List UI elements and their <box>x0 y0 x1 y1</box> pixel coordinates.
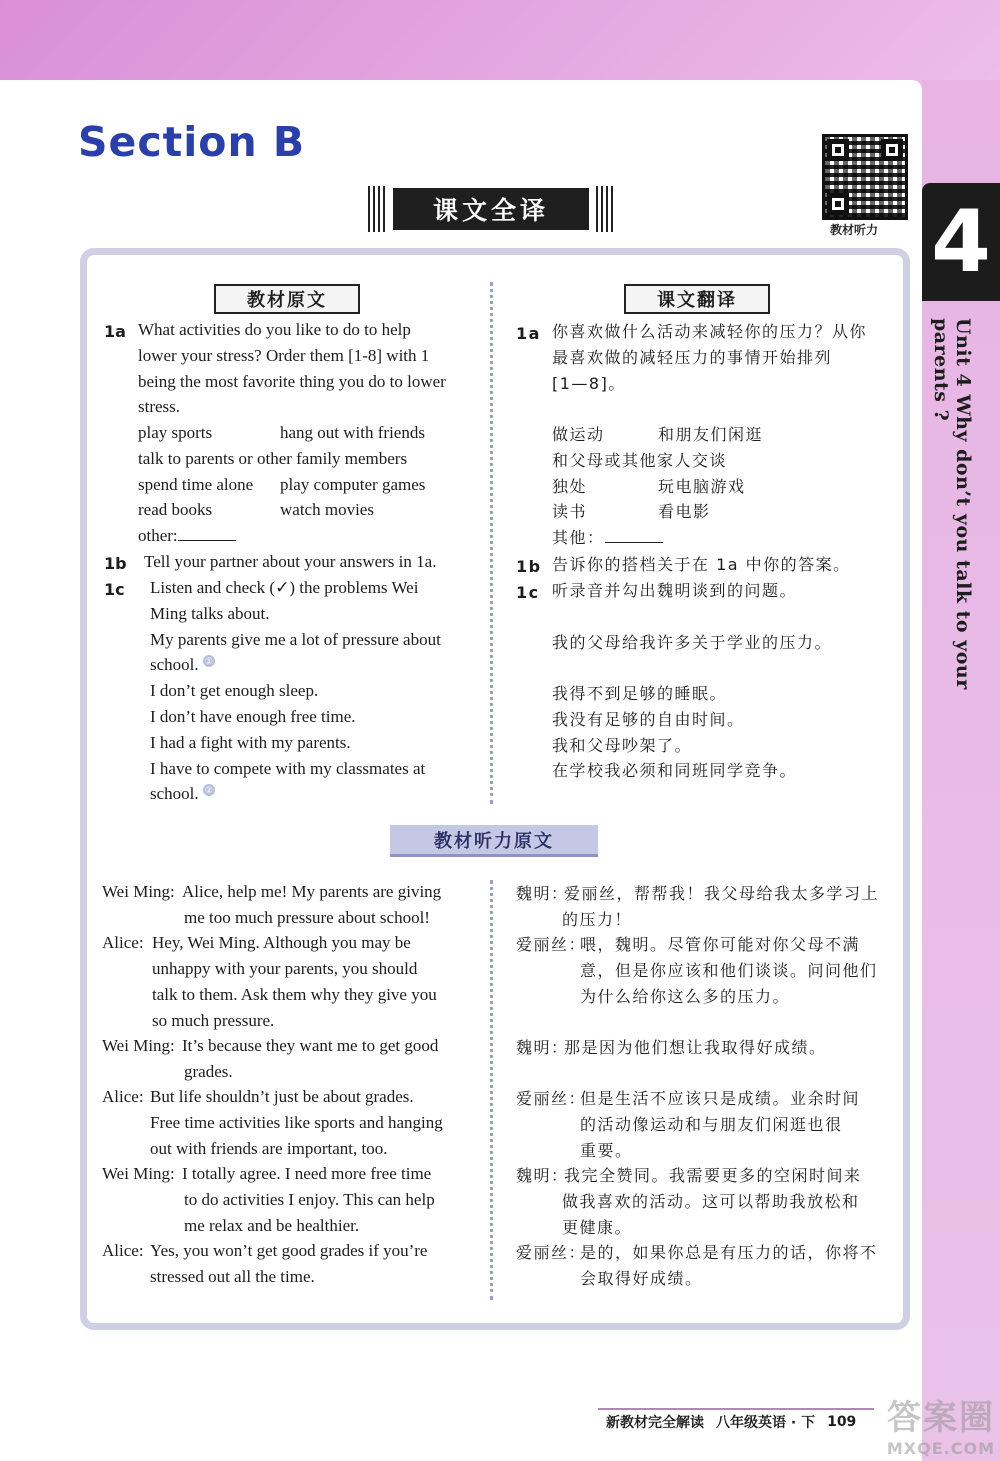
text-line: me relax and be healthier. <box>184 1216 360 1235</box>
text-line: Yes, you won’t get good grades if you’re <box>150 1241 428 1260</box>
question-1a <box>138 317 474 420</box>
answer-blank <box>178 525 236 541</box>
item-number: 1b <box>104 554 127 573</box>
text-line: 会取得好成绩。 <box>580 1269 703 1288</box>
speaker-name: 魏明： <box>516 1038 569 1057</box>
speaker-name: 爱丽丝： <box>516 1243 587 1262</box>
text-line: Ming talks about. <box>150 603 270 623</box>
text-line: 我得不到足够的睡眠。 <box>552 684 728 703</box>
answer-blank <box>605 527 663 543</box>
text-line: 为什么给你这么多的压力。 <box>580 987 791 1006</box>
option-item: talk to parents or other family members <box>138 448 408 468</box>
qr-code-icon[interactable] <box>822 134 908 220</box>
text-line: 你喜欢做什么活动来减轻你的压力？从你 <box>552 322 868 341</box>
book-title: 新教材完全解读 <box>606 1415 704 1431</box>
original-text-tag: 教材原文 <box>214 284 360 314</box>
option-item: 其他： <box>552 528 605 548</box>
text-line: Free time activities like sports and hanging <box>150 1113 443 1132</box>
option-item: 看电影 <box>658 502 711 522</box>
listening-script-tag: 教材听力原文 <box>390 825 598 857</box>
text-line: 我没有足够的自由时间。 <box>552 709 745 729</box>
banner-bars-left <box>368 186 386 232</box>
text-line: stress. <box>138 397 181 417</box>
page-number: 109 <box>827 1414 857 1430</box>
text-line: 重要。 <box>580 1141 633 1160</box>
text-line: me too much pressure about school! <box>184 908 430 927</box>
note-marker: ① <box>204 655 213 666</box>
text-line: out with friends are important, too. <box>150 1139 388 1158</box>
text-line: 更健康。 <box>562 1218 633 1237</box>
speaker-name: 爱丽丝： <box>516 1089 587 1108</box>
speaker-name: Wei Ming: <box>102 882 175 901</box>
text-line: 那是因为他们想让我取得好成绩。 <box>564 1038 827 1057</box>
translation-problem: 我的父母给我许多关于学业的压力。 <box>552 633 833 652</box>
qr-label: 教材听力 <box>830 223 879 237</box>
qr-finder <box>881 139 903 161</box>
text-line: Listen and check (✓) the problems Wei <box>150 578 419 597</box>
translation-1a <box>552 319 882 396</box>
text-line: school. <box>150 784 199 804</box>
watermark <box>820 1390 995 1460</box>
column-divider-top <box>490 282 493 804</box>
speaker-name: Wei Ming: <box>102 1036 175 1055</box>
text-line: 我完全赞同。我需要更多的空闲时间来 <box>564 1166 862 1185</box>
option-item: play computer games <box>280 474 426 494</box>
problem-item <box>150 652 476 678</box>
item-number: 1a <box>516 324 541 343</box>
text-line: Alice, help me! My parents are giving <box>182 882 442 901</box>
watermark-logo: 答案圈 <box>887 1398 995 1438</box>
item-number: 1c <box>516 583 540 602</box>
text-line: talk to them. Ask them why they give you <box>152 985 437 1004</box>
text-line: grades. <box>184 1062 233 1081</box>
options-list <box>138 420 478 549</box>
text-line: I totally agree. I need more free time <box>182 1164 432 1183</box>
translation-options <box>552 422 872 551</box>
option-item: 做运动 <box>552 425 605 444</box>
text-line: What activities do you like to do to help <box>138 320 411 339</box>
text-line: 是的，如果你总是有压力的话，你将不 <box>580 1243 878 1262</box>
text-line: unhappy with your parents, you should <box>152 959 418 978</box>
text-line: to do activities I enjoy. This can help <box>184 1190 435 1209</box>
watermark-url: MXQE.COM <box>886 1439 995 1458</box>
section-title: Section B <box>78 118 306 166</box>
qr-finder <box>827 193 849 215</box>
grade-subject: 八年级英语 · 下 <box>716 1415 816 1431</box>
unit-tab: 4 <box>922 183 1000 301</box>
translation-1c: 听录音并勾出魏明谈到的问题。 <box>552 581 798 600</box>
text-line: But life shouldn’t just be about grades. <box>150 1087 414 1106</box>
question-1b: Tell your partner about your answers in 1a. <box>144 552 437 571</box>
text-line: 的活动像运动和与朋友们闲逛也很 <box>580 1115 843 1134</box>
speaker-name: Wei Ming: <box>102 1164 175 1183</box>
speaker-name: Alice: <box>102 933 144 952</box>
speaker-name: 魏明： <box>516 1166 569 1185</box>
option-item: 读书 <box>552 502 588 522</box>
option-item: 玩电脑游戏 <box>658 476 746 496</box>
unit-title-vertical: Unit 4 Why don’t you talk to your parents ? <box>930 318 974 690</box>
option-item: hang out with friends <box>280 423 425 442</box>
option-item: play sports <box>138 423 213 442</box>
text-line: 的压力！ <box>562 910 633 929</box>
banner-bars-right <box>596 186 614 232</box>
problem-item: I don’t have enough free time. <box>150 706 356 726</box>
option-item: 独处 <box>552 476 588 496</box>
speaker-name: 魏明： <box>516 884 569 903</box>
text-line: 爱丽丝，帮帮我！我父母给我太多学习上 <box>564 884 880 903</box>
text-line: so much pressure. <box>152 1011 275 1030</box>
text-line: Hey, Wei Ming. Although you may be <box>152 933 411 952</box>
option-other <box>138 523 478 549</box>
note-marker: ② <box>204 784 213 795</box>
item-number: 1b <box>516 557 542 576</box>
question-1c <box>150 575 476 807</box>
speaker-name: 爱丽丝： <box>516 935 587 954</box>
text-line: 最喜欢做的减轻压力的事情开始排列 <box>552 347 833 367</box>
text-line: lower your stress? Order them [1-8] with 1 <box>138 345 430 365</box>
text-line: 喂，魏明。尽管你可能对你父母不满 <box>580 935 861 954</box>
speaker-name: Alice: <box>102 1087 144 1106</box>
text-line: 意，但是你应该和他们谈谈。问问他们 <box>580 961 878 980</box>
problem-item: I don’t get enough sleep. <box>150 681 319 701</box>
text-line: 但是生活不应该只是成绩。业余时间 <box>580 1089 861 1108</box>
translation-1b: 告诉你的搭档关于在 1a 中你的答案。 <box>552 555 851 574</box>
banner <box>368 186 614 232</box>
text-line: being the most favorite thing you do to lower <box>138 371 446 391</box>
option-item: read books <box>138 500 213 520</box>
translation-problem <box>552 681 882 784</box>
speaker-name: Alice: <box>102 1241 144 1260</box>
problem-item: I had a fight with my parents. <box>150 732 351 752</box>
qr-finder <box>827 139 849 161</box>
item-number: 1c <box>104 580 125 599</box>
option-item: 和父母或其他家人交谈 <box>552 450 728 470</box>
option-item: 和朋友们闲逛 <box>658 425 764 444</box>
option-item: watch movies <box>280 500 374 520</box>
option-item: spend time alone <box>138 474 254 494</box>
problem-item: I have to compete with my classmates at <box>150 758 426 778</box>
text-line: stressed out all the time. <box>150 1267 315 1286</box>
text-line: 在学校我必须和同班同学竞争。 <box>552 761 798 781</box>
problem-item: My parents give me a lot of pressure about <box>150 629 441 649</box>
translation-tag: 课文翻译 <box>624 284 770 314</box>
problem-item <box>150 781 476 807</box>
option-item: other: <box>138 526 178 546</box>
text-line: school. <box>150 655 199 675</box>
item-number: 1a <box>104 322 126 341</box>
text-line: 做我喜欢的活动。这可以帮助我放松和 <box>562 1192 860 1211</box>
text-line: 我和父母吵架了。 <box>552 735 693 755</box>
text-line: [1—8]。 <box>552 373 626 393</box>
banner-title: 课文全译 <box>393 188 589 230</box>
option-other <box>552 525 872 551</box>
column-divider-bottom <box>490 880 493 1300</box>
text-line: It’s because they want me to get good <box>182 1036 439 1055</box>
